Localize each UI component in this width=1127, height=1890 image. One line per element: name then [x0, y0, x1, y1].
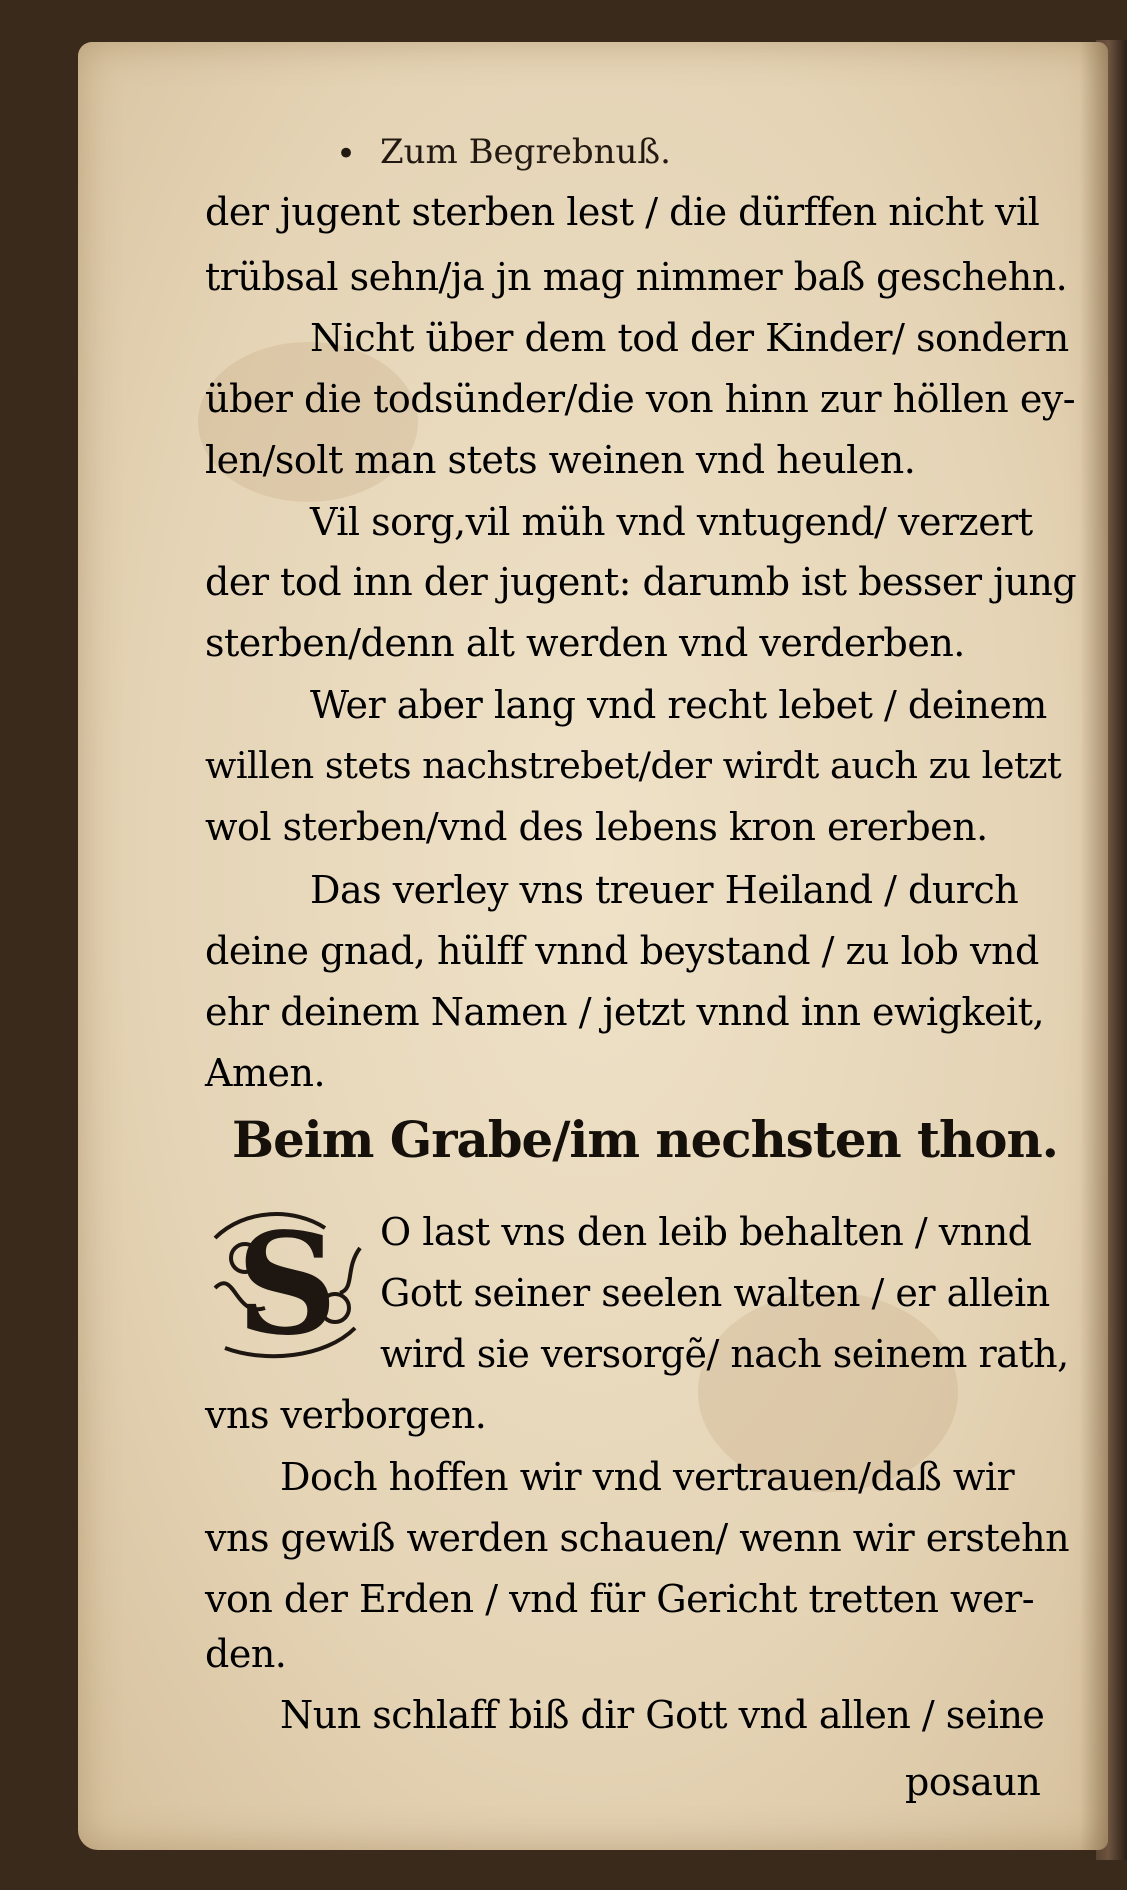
- decorated-initial: [205, 1198, 370, 1363]
- text-line: O last vns den leib behalten / vnnd: [380, 1210, 1032, 1254]
- page-gutter: [1080, 42, 1108, 1850]
- ornament-initial-icon: [205, 1198, 370, 1363]
- svg-text:S: S: [236, 1203, 338, 1363]
- text-line: über die todsünder/die von hinn zur höllen ey-: [205, 377, 1076, 421]
- text-line: den.: [205, 1632, 287, 1676]
- text-line: der jugent sterben lest / die dürffen nicht vil: [205, 190, 1040, 234]
- section-heading: Beim Grabe/im nechsten thon.: [232, 1110, 1059, 1169]
- text-line: Das verley vns treuer Heiland / durch: [310, 868, 1019, 912]
- text-line: Wer aber lang vnd recht lebet / deinem: [310, 683, 1047, 727]
- text-line: Doch hoffen wir vnd vertrauen/daß wir: [280, 1455, 1015, 1499]
- text-line: von der Erden / vnd für Gericht tretten wer-: [205, 1577, 1035, 1621]
- text-line: Vil sorg,vil müh vnd vntugend/ verzert: [310, 500, 1033, 544]
- text-line: wol sterben/vnd des lebens kron ererben.: [205, 805, 988, 849]
- text-line: wird sie versorgẽ/ nach seinem rath,: [380, 1332, 1069, 1376]
- text-line: der tod inn der jugent: darumb ist besser jung: [205, 560, 1077, 604]
- text-line: Nun schlaff biß dir Gott vnd allen / seine: [280, 1693, 1045, 1737]
- running-head-dot: •: [336, 134, 357, 174]
- text-line: vns verborgen.: [205, 1393, 487, 1437]
- catchword: posaun: [905, 1760, 1041, 1804]
- text-line: ehr deinem Namen / jetzt vnnd inn ewigkeit,: [205, 990, 1045, 1034]
- text-line: willen stets nachstrebet/der wirdt auch zu letzt: [205, 744, 1062, 787]
- text-line: trübsal sehn/ja jn mag nimmer baß geschehn.: [205, 255, 1068, 299]
- text-line: len/solt man stets weinen vnd heulen.: [205, 438, 916, 482]
- text-line: Amen.: [205, 1051, 326, 1095]
- running-head: Zum Begrebnuß.: [380, 132, 671, 172]
- text-line: Gott seiner seelen walten / er allein: [380, 1271, 1050, 1315]
- text-line: sterben/denn alt werden vnd verderben.: [205, 621, 965, 665]
- text-line: deine gnad, hülff vnnd beystand / zu lob vnd: [205, 929, 1039, 973]
- text-line: Nicht über dem tod der Kinder/ sondern: [310, 316, 1069, 360]
- text-line: vns gewiß werden schauen/ wenn wir erstehn: [205, 1516, 1070, 1560]
